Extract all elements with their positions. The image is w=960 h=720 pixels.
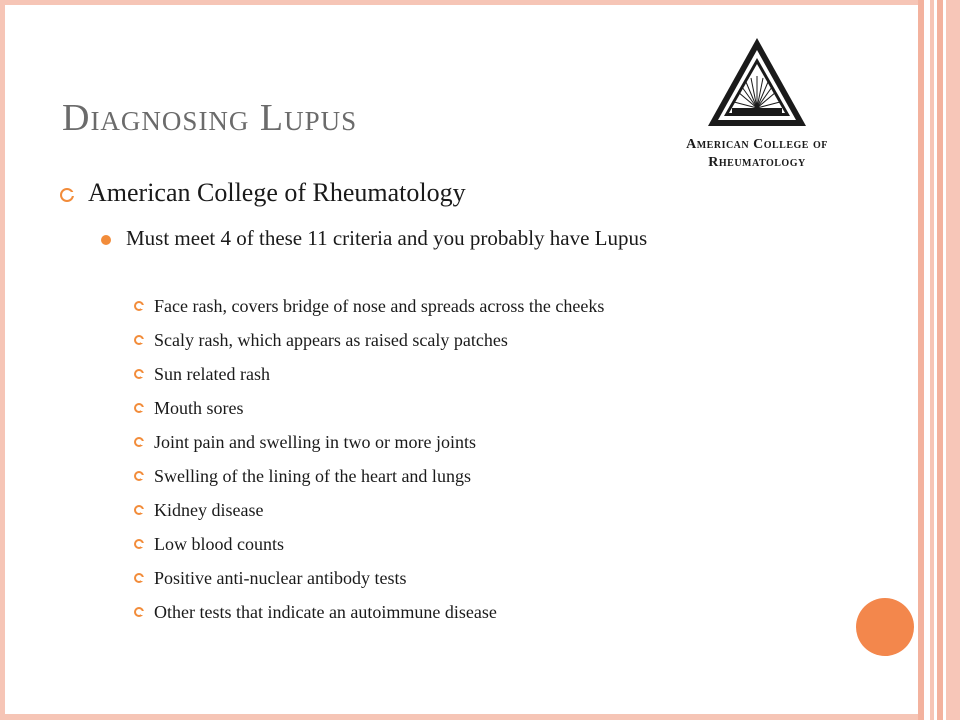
criteria-text: Scaly rash, which appears as raised scaly patches xyxy=(154,330,508,350)
decorative-stripe xyxy=(937,0,943,720)
bullet-ring-icon xyxy=(134,301,144,311)
decorative-stripe xyxy=(930,0,934,720)
criteria-text: Other tests that indicate an autoimmune disease xyxy=(154,602,497,622)
decorative-stripe xyxy=(918,0,924,720)
criteria-text: Swelling of the lining of the heart and lungs xyxy=(154,466,471,486)
criteria-text: Low blood counts xyxy=(154,534,284,554)
logo-line-2: Rheumatology xyxy=(708,155,806,170)
bullet-ring-icon xyxy=(134,607,144,617)
bullet-dot-icon xyxy=(101,235,111,245)
decorative-circle xyxy=(856,598,914,656)
decorative-stripe xyxy=(946,0,960,720)
criteria-item xyxy=(130,565,770,591)
slide-border-bottom xyxy=(0,714,922,720)
criteria-item xyxy=(130,463,770,489)
slide-border-left xyxy=(0,0,5,720)
criteria-text: Mouth sores xyxy=(154,398,244,418)
acr-logo xyxy=(662,36,852,176)
criteria-item xyxy=(130,531,770,557)
criteria-text: Kidney disease xyxy=(154,500,264,520)
level2-bullet-text: Must meet 4 of these 11 criteria and you probably have Lupus xyxy=(126,226,648,250)
bullet-ring-icon xyxy=(134,573,144,583)
criteria-text: Joint pain and swelling in two or more joints xyxy=(154,432,476,452)
slide-title: Diagnosing Lupus xyxy=(62,97,358,139)
bullet-ring-icon xyxy=(134,539,144,549)
criteria-item xyxy=(130,361,770,387)
bullet-ring-icon xyxy=(134,403,144,413)
slide-border-top xyxy=(0,0,922,5)
criteria-item xyxy=(130,429,770,455)
bullet-ring-icon xyxy=(60,188,74,202)
logo-line-1: American College of xyxy=(686,137,828,152)
bullet-ring-icon xyxy=(134,369,144,379)
bullet-ring-icon xyxy=(134,471,144,481)
criteria-item xyxy=(130,293,770,319)
criteria-item xyxy=(130,327,770,353)
criteria-item xyxy=(130,599,770,625)
logo-wordmark xyxy=(662,136,852,172)
bullet-ring-icon xyxy=(134,437,144,447)
criteria-text: Face rash, covers bridge of nose and spreads across the cheeks xyxy=(154,296,605,316)
level1-bullet-text: American College of Rheumatology xyxy=(88,178,466,207)
bullet-ring-icon xyxy=(134,335,144,345)
criteria-text: Positive anti-nuclear antibody tests xyxy=(154,568,407,588)
criteria-item xyxy=(130,395,770,421)
acr-triangle-emblem xyxy=(706,36,808,128)
criteria-item xyxy=(130,497,770,523)
criteria-list xyxy=(130,293,770,633)
criteria-text: Sun related rash xyxy=(154,364,270,384)
bullet-ring-icon xyxy=(134,505,144,515)
